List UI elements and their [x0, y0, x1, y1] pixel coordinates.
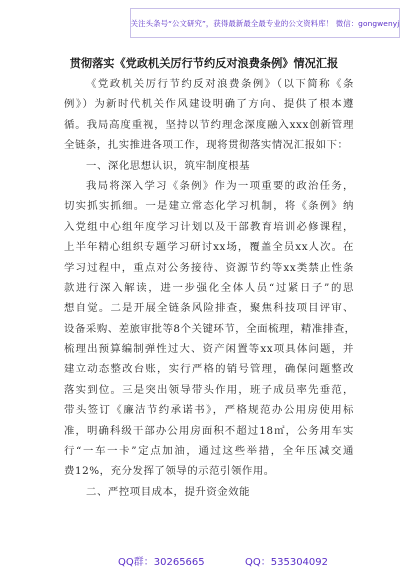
body-line: 《党政机关厉行节约反对浪费条例》（以下简称《条 — [86, 78, 354, 90]
body-line: 循。我局高度重视，坚持以节约理念深度融入xxx创新管理 — [64, 118, 354, 131]
body-line: 建立动态整改台账，实行严格的销号管理，确保问题整改 — [64, 363, 354, 376]
top-banner-text: 关注头条号“公文研究”，获得最新最全最专业的公文资料库！ 微信：gongwenyj — [130, 18, 400, 28]
body-line: 款进行深入解读，进一步强化全体人员“过紧日子”的思 — [64, 281, 354, 294]
body-line: 落实到位。三是突出领导带头作用，班子成员率先垂范， — [64, 383, 354, 396]
body-line: 入党组中心组年度学习计划以及干部教育培训必修课程， — [64, 220, 354, 233]
body-line: 梳理出预算编制弹性过大、资产闲置等xx项具体问题，并 — [64, 343, 354, 356]
section-heading-2: 二、严控项目成本，提升资金效能 — [86, 485, 251, 498]
body-line: 带头签订《廉洁节约承诺书》，严格规范办公用房使用标 — [64, 404, 354, 417]
body-line: 全链条，扎实推进各项工作，现将贯彻落实情况汇报如下： — [64, 139, 349, 152]
body-line: 例》）为新时代机关作风建设明确了方向、提供了根本遵 — [64, 98, 354, 111]
body-line: 准，明确科级干部办公用房面积不超过18㎡，公务用车实 — [64, 424, 354, 437]
section-heading-1: 一、深化思想认识，筑牢制度根基 — [86, 159, 251, 172]
body-line: 行“一车一卡”定点加油，通过这些举措，全年压减交通 — [64, 445, 354, 458]
body-line: 想自觉。二是开展全链条风险排查，聚焦科技项目评审、 — [64, 302, 354, 315]
qq-group-number: QQ群：30265665 — [118, 557, 205, 568]
body-line: 设备采购、差旅审批等8个关键环节，全面梳理，精准排查， — [64, 322, 356, 335]
body-line: 学习过程中，重点对公务接待、资源节约等xx类禁止性条 — [64, 261, 354, 274]
top-banner — [130, 8, 400, 38]
body-line: 费12%，充分发挥了领导的示范引领作用。 — [64, 465, 275, 478]
document-title: 贯彻落实《党政机关厉行节约反对浪费条例》情况汇报 — [69, 57, 339, 70]
qq-number: QQ：535304092 — [245, 557, 329, 568]
body-line: 我局将深入学习《条例》作为一项重要的政治任务， — [86, 179, 354, 192]
body-line: 切实抓实抓细。一是建立常态化学习机制，将《条例》纳 — [64, 200, 354, 213]
body-line: 上半年精心组织专题学习研讨xx场，覆盖全员xx人次。在 — [64, 241, 354, 254]
document-body — [64, 74, 354, 502]
